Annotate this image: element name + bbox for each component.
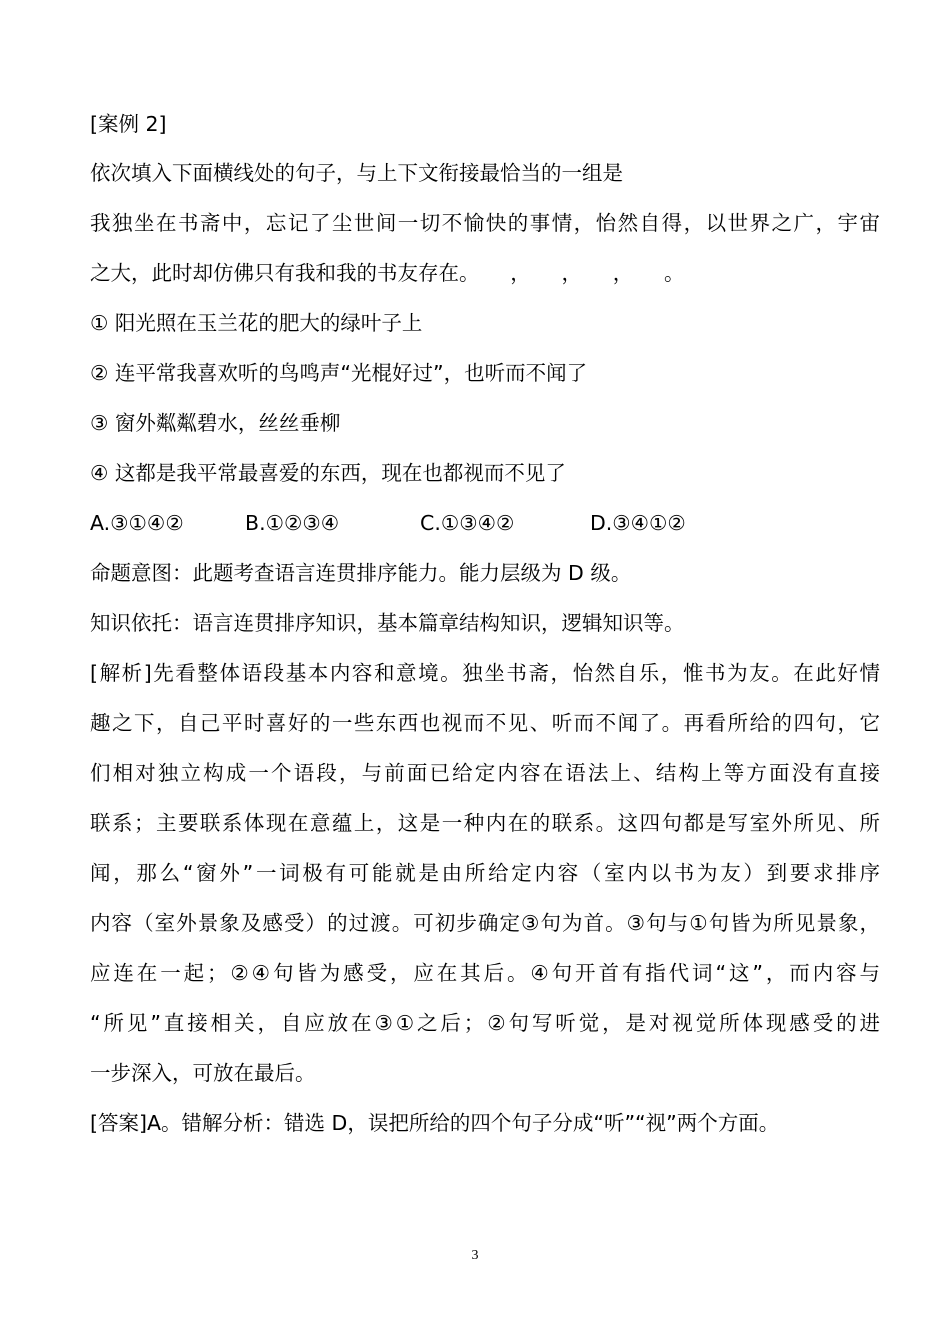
analysis-line: “所见”直接相关，自应放在③①之后；②句写听觉，是对视觉所体现感受的进: [90, 1011, 880, 1035]
option-d: D.③④①②: [590, 511, 686, 535]
analysis-line: 一步深入，可放在最后。: [90, 1061, 316, 1085]
sentence-item: ③ 窗外粼粼碧水，丝丝垂柳: [90, 411, 341, 435]
sentence-item: ① 阳光照在玉兰花的肥大的绿叶子上: [90, 311, 423, 335]
option-a: A.③①④②: [90, 511, 184, 535]
analysis-line: [解析]先看整体语段基本内容和意境。独坐书斋，怡然自乐，惟书为友。在此好情: [90, 661, 880, 685]
case-heading: [案例 2]: [90, 112, 167, 136]
intent-text: 命题意图：此题考查语言连贯排序能力。能力层级为 D 级。: [90, 561, 632, 585]
passage-line: 之大，此时却仿佛只有我和我的书友存在。 ， ， ， 。: [90, 261, 685, 285]
analysis-line: 闻，那么“窗外”一词极有可能就是由所给定内容（室内以书为友）到要求排序: [90, 861, 880, 885]
analysis-line: 联系；主要联系体现在意蕴上，这是一种内在的联系。这四句都是写室外所见、所: [90, 811, 880, 835]
option-b: B.①②③④: [245, 511, 340, 535]
page-number: 3: [471, 1248, 479, 1263]
knowledge-text: 知识依托：语言连贯排序知识，基本篇章结构知识，逻辑知识等。: [90, 611, 685, 635]
sentence-item: ② 连平常我喜欢听的鸟鸣声“光棍好过”，也听而不闻了: [90, 361, 588, 385]
answer-text: [答案]A。错解分析：错选 D，误把所给的四个句子分成“听”“视”两个方面。: [90, 1111, 780, 1135]
analysis-line: 应连在一起；②④句皆为感受，应在其后。④句开首有指代词“这”，而内容与: [90, 961, 880, 985]
sentence-item: ④ 这都是我平常最喜爱的东西，现在也都视而不见了: [90, 461, 566, 485]
analysis-line: 内容（室外景象及感受）的过渡。可初步确定③句为首。③句与①句皆为所见景象，: [90, 911, 880, 935]
option-c: C.①③④②: [420, 511, 515, 535]
analysis-line: 们相对独立构成一个语段，与前面已给定内容在语法上、结构上等方面没有直接: [90, 761, 880, 785]
question-text: 依次填入下面横线处的句子，与上下文衔接最恰当的一组是: [90, 161, 623, 185]
passage-line: 我独坐在书斋中，忘记了尘世间一切不愉快的事情，怡然自得，以世界之广，宇宙: [90, 211, 880, 235]
analysis-line: 趣之下，自己平时喜好的一些东西也视而不见、听而不闻了。再看所给的四句，它: [90, 711, 880, 735]
